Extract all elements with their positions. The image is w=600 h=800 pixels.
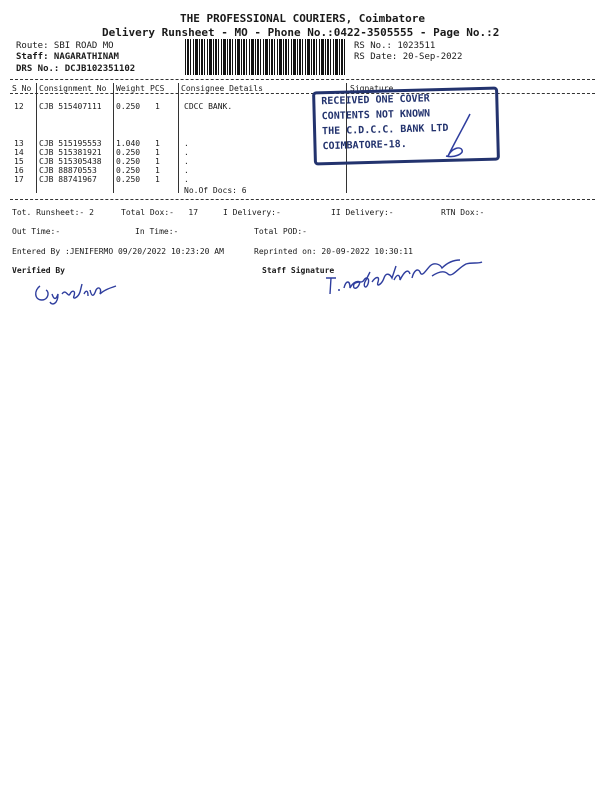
staff-signature [322, 250, 492, 298]
row-details: . [184, 148, 189, 157]
col-header-sno: S No [12, 84, 32, 93]
in-time: In Time:- [135, 227, 179, 236]
drs-number: DRS No.: DCJB102351102 [16, 64, 136, 74]
table-top-rule [10, 79, 595, 80]
row-details: . [184, 139, 189, 148]
col-header-consignee: Consignee Details [181, 84, 263, 93]
row-details: . [184, 175, 189, 184]
row-sno: 14 [14, 148, 24, 157]
row-consignment: CJB 515195553 [39, 139, 102, 148]
row-weight: 0.250 [116, 175, 141, 184]
row-weight: 0.250 [116, 166, 141, 175]
staff-signature-label: Staff Signature [262, 266, 335, 275]
tot-runsheet: Tot. Runsheet:- 2 [12, 208, 94, 217]
row-consignment: CJB 515381921 [39, 148, 102, 157]
row-sno: 17 [14, 175, 24, 184]
row-weight: 0.250 [116, 157, 141, 166]
col-header-pcs: PCS [150, 84, 165, 93]
col-header-weight: Weight [116, 84, 145, 93]
row-pcs: 1 [155, 102, 160, 111]
col-divider [36, 83, 37, 193]
receiver-signature [440, 110, 480, 162]
stamp-line: RECEIVED ONE COVER [321, 93, 430, 108]
row-weight: 0.250 [116, 148, 141, 157]
row-sno: 12 [14, 102, 24, 111]
row-weight: 1.040 [116, 139, 141, 148]
rs-number: RS No.: 1023511 [354, 41, 436, 51]
total-pod: Total POD:- [254, 227, 307, 236]
stamp-line: THE C.D.C.C. BANK LTD [321, 122, 449, 138]
row-details: . [184, 166, 189, 175]
route-label: Route: SBI ROAD MO [16, 41, 114, 51]
ii-delivery: II Delivery:- [331, 208, 394, 217]
docs-count: No.Of Docs: 6 [184, 186, 247, 195]
col-header-consignment: Consignment No [39, 84, 107, 93]
runsheet-subtitle: Delivery Runsheet - MO - Phone No.:0422-3505555 - Page No.:2 [102, 26, 500, 39]
col-divider [178, 83, 179, 193]
verified-by-label: Verified By [12, 266, 65, 275]
col-divider [113, 83, 114, 193]
stamp-line: COIMBATORE-18. [322, 138, 407, 153]
stamp-line: CONTENTS NOT KNOWN [321, 108, 431, 123]
col-header-signature: Signature [350, 84, 394, 93]
row-sno: 16 [14, 166, 24, 175]
row-details: CDCC BANK. [184, 102, 233, 111]
out-time: Out Time:- [12, 227, 61, 236]
row-pcs: 1 [155, 175, 160, 184]
row-sno: 13 [14, 139, 24, 148]
row-sno: 15 [14, 157, 24, 166]
row-pcs: 1 [155, 157, 160, 166]
row-consignment: CJB 88741967 [39, 175, 97, 184]
company-title: THE PROFESSIONAL COURIERS, Coimbatore [180, 12, 426, 25]
total-dox: Total Dox:- 17 [121, 208, 199, 217]
staff-label: Staff: NAGARATHINAM [16, 52, 119, 62]
table-bottom-rule [10, 199, 595, 200]
row-consignment: CJB 515305438 [39, 157, 102, 166]
row-pcs: 1 [155, 148, 160, 157]
row-details: . [184, 157, 189, 166]
row-pcs: 1 [155, 166, 160, 175]
row-pcs: 1 [155, 139, 160, 148]
verifier-signature [30, 276, 140, 308]
row-consignment: CJB 515407111 [39, 102, 102, 111]
row-consignment: CJB 88870553 [39, 166, 97, 175]
row-weight: 0.250 [116, 102, 141, 111]
rs-date: RS Date: 20-Sep-2022 [354, 52, 463, 62]
i-delivery: I Delivery:- [223, 208, 281, 217]
entered-by: Entered By :JENIFERMO 09/20/2022 10:23:20 AM [12, 247, 224, 256]
barcode [185, 39, 347, 75]
rtn-dox: RTN Dox:- [441, 208, 485, 217]
table-header-rule [10, 93, 595, 94]
reprinted-on: Reprinted on: 20-09-2022 10:30:11 [254, 247, 413, 256]
